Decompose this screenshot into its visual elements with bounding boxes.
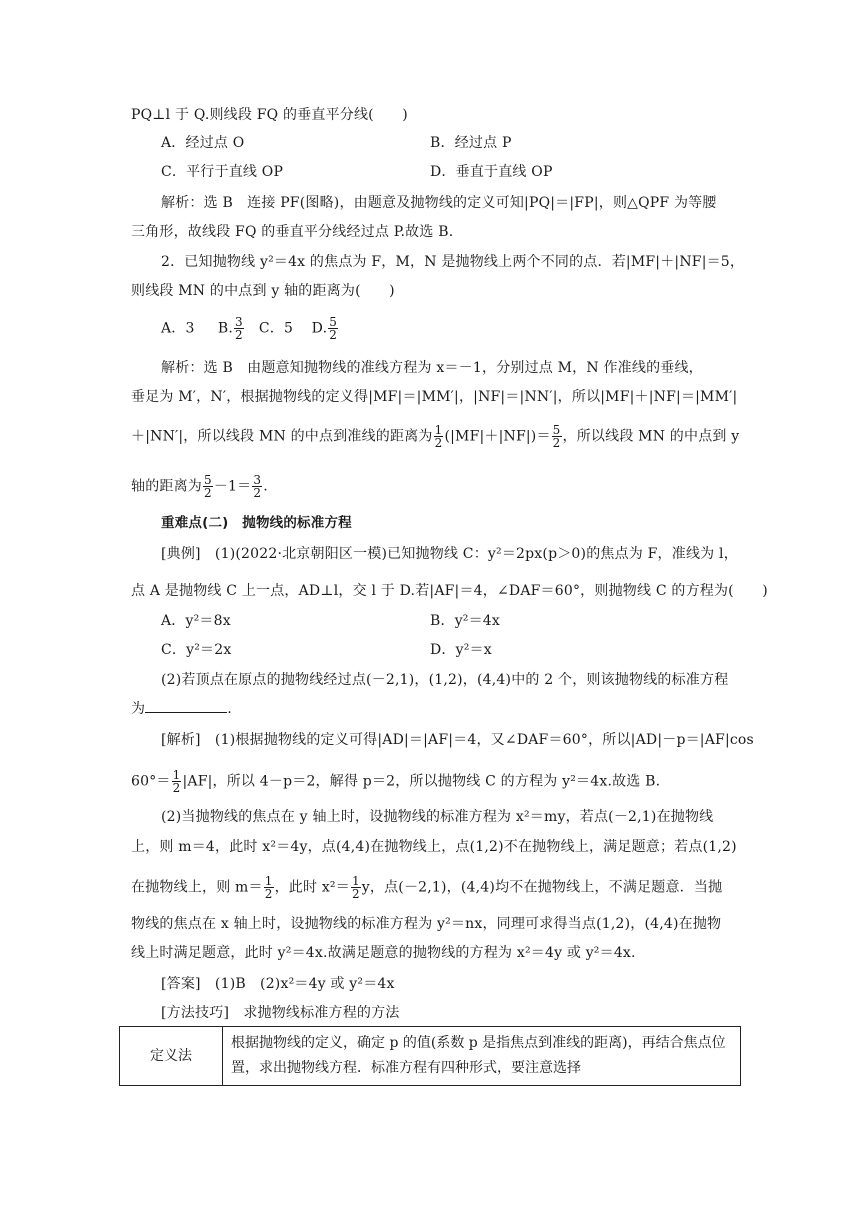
q2-solution-line: ＋|NN′|，所以线段 MN 的中点到准线的距离为 $\frac{1}{2}$ (|MF|＋|NF|)＝ $\frac{5}{2}$ ，所以线段 MN 的中点到 y [131, 423, 740, 450]
q1-tail: PQ⊥l 于 Q.则线段 FQ 的垂直平分线( ) [131, 107, 408, 123]
q1-solution-line: 三角形，故线段 FQ 的垂直平分线经过点 P.故选 B. [131, 224, 454, 240]
method-name-cell: 定义法 [120, 1027, 223, 1086]
fraction: $\frac{3}{2}$ [253, 473, 262, 500]
fraction: $\frac{1}{2}$ [434, 423, 443, 450]
fraction: $\frac{1}{2}$ [351, 874, 360, 901]
analysis-line: (2)当抛物线的焦点在 y 轴上时，设抛物线的标准方程为 x²＝my，若点(－2,1)在抛物线 [161, 809, 714, 825]
q1-option-c: C．平行于直线 OP [161, 164, 284, 180]
q2-stem-line: 则线段 MN 的中点到 y 轴的距离为( ) [131, 283, 395, 299]
q2-option-a: A．3 [161, 320, 195, 337]
method-table [119, 1026, 741, 1086]
fraction: $\frac{5}{2}$ [204, 473, 212, 500]
q1-option-d: D．垂直于直线 OP [430, 164, 553, 180]
q2-option-b: B. [217, 320, 234, 337]
q1-solution-line: 解析：选 B 连接 PF(图略)，由题意及抛物线的定义可知|PQ|＝|FP|，则△QPF 为等腰 [161, 195, 717, 211]
example-part2-line: (2)若顶点在原点的抛物线经过点(－2,1)，(1,2)，(4,4)中的 2 个，则该抛物线的标准方程 [161, 672, 729, 688]
analysis-line: [解析] (1)根据抛物线的定义可得|AD|＝|AF|＝4，又∠DAF＝60°，所以|AD|－p＝|AF|cos [161, 732, 754, 748]
answer-line: [答案] (1)B (2)x²＝4y 或 y²＝4x [161, 976, 395, 992]
analysis-line: 在抛物线上，则 m＝ $\frac{1}{2}$ ，此时 x²＝ $\frac{1}{2}$ y，点(－2,1)，(4,4)均不在抛物线上，不满足题意．当抛 [131, 874, 723, 901]
fraction: $\frac{1}{2}$ [172, 768, 181, 795]
q2-solution-line: 轴的距离为 $\frac{5}{2}$ －1＝ $\frac{3}{2}$ . [131, 473, 268, 500]
example-option-c: C．y²＝2x [161, 642, 232, 658]
q2-solution-line: 解析：选 B 由题意知抛物线的准线方程为 x＝－1，分别过点 M，N 作准线的垂线， [161, 360, 703, 376]
q2-stem-line: 2．已知抛物线 y²＝4x 的焦点为 F，M，N 是抛物线上两个不同的点．若|MF|＋|NF|＝5， [161, 254, 745, 270]
example-option-d: D．y²＝x [430, 642, 492, 658]
q2-options [161, 316, 339, 341]
example-option-b: B．y²＝4x [430, 613, 501, 629]
analysis-line: 60°＝ $\frac{1}{2}$ |AF|，所以 4－p＝2，解得 p＝2，所以抛物线 C 的方程为 y²＝4x.故选 B. [131, 768, 661, 795]
q2-solution-line: 垂足为 M′，N′，根据抛物线的定义得|MF|＝|MM′|，|NF|＝|NN′|，所以|MF|＋|NF|＝|MM′| [131, 389, 738, 405]
method-desc-cell: 根据抛物线的定义，确定 p 的值(系数 p 是指焦点到准线的距离)，再结合焦点位置，求出抛物线方程．标准方程有四种形式，要注意选择 [223, 1027, 741, 1086]
example-line: [典例] (1)(2022·北京朝阳区一模)已知抛物线 C：y²＝2px(p＞0)的焦点为 F，准线为 l， [161, 546, 738, 562]
example-line: 点 A 是抛物线 C 上一点，AD⊥l，交 l 于 D.若|AF|＝4，∠DAF＝60°，则抛物线 C 的方程为( ) [131, 583, 768, 599]
example-part2-line: 为 . [131, 701, 232, 717]
table-row [120, 1027, 741, 1086]
example-option-a: A．y²＝8x [161, 613, 231, 629]
q2-option-d: D. [311, 320, 328, 337]
answer-blank [145, 700, 227, 713]
fraction: $\frac{5}{2}$ [552, 423, 561, 450]
fraction: $\frac{5}{2}$ [329, 315, 338, 342]
q1-option-a: A．经过点 O [161, 135, 245, 151]
analysis-line: 物线的焦点在 x 轴上时，设抛物线的标准方程为 y²＝nx，同理可求得当点(1,2)，(4,4)在抛物 [131, 916, 722, 932]
fraction: $\frac{1}{2}$ [264, 874, 273, 901]
method-title: [方法技巧] 求抛物线标准方程的方法 [161, 1005, 400, 1021]
analysis-line: 线上时满足题意，此时 y²＝4x.故满足题意的抛物线的方程为 x²＝4y 或 y²＝4x. [131, 945, 636, 961]
q2-option-c: C．5 [258, 320, 294, 337]
section-heading: 重难点(二) 抛物线的标准方程 [161, 515, 352, 531]
analysis-line: 上，则 m＝4，此时 x²＝4y，点(4,4)在抛物线上，点(1,2)不在抛物线上，满足题意；若点(1,2) [131, 839, 737, 855]
q1-option-b: B．经过点 P [430, 135, 512, 151]
fraction: $\frac{3}{2}$ [235, 315, 243, 342]
